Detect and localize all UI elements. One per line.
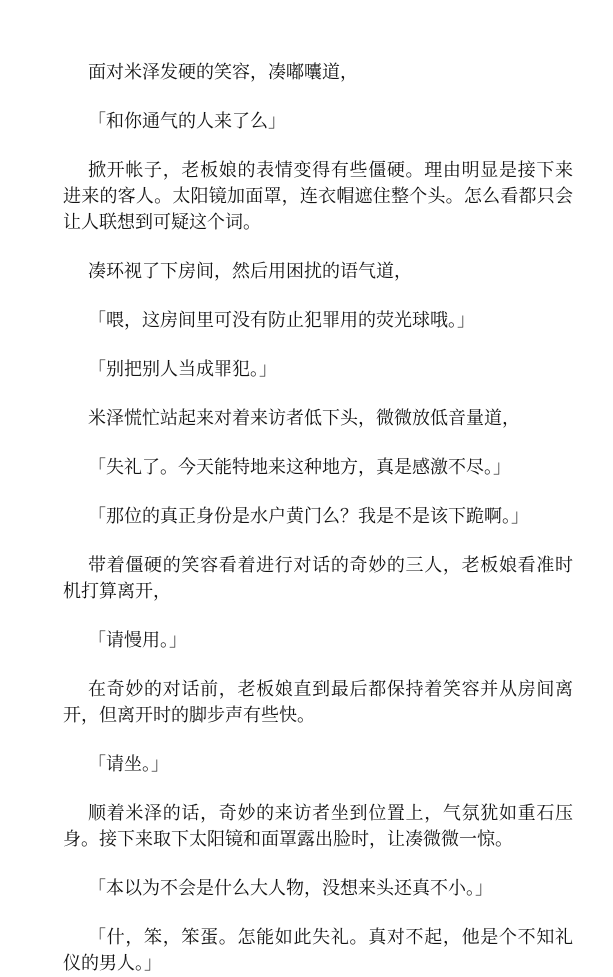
paragraph: 「请坐。」 — [88, 754, 169, 775]
paragraph: 「喂，这房间里可没有防止犯罪用的荧光球哦。」 — [88, 310, 475, 331]
paragraph: 面对米泽发硬的笑容，凑嘟囔道， — [88, 62, 358, 83]
paragraph: 米泽慌忙站起来对着来访者低下头，微微放低音量道， — [88, 408, 520, 429]
paragraph: 「和你通气的人来了么」 — [88, 111, 286, 132]
paragraph: 「什，笨，笨蛋。怎能如此失礼。真对不起，他是个不知礼仪的男人。」 — [63, 927, 573, 974]
paragraph: 凑环视了下房间，然后用困扰的语气道， — [88, 261, 412, 282]
paragraph: 「本以为不会是什么大人物，没想来头还真不小。」 — [88, 878, 493, 899]
paragraph: 「别把别人当成罪犯。」 — [88, 359, 277, 380]
paragraph: 掀开帐子，老板娘的表情变得有些僵硬。理由明显是接下来进来的客人。太阳镜加面罩，连衣帽遮住整个头。怎么看都只会让人联想到可疑这个词。 — [63, 160, 573, 233]
paragraph: 「失礼了。今天能特地来这种地方，真是感激不尽。」 — [88, 457, 511, 478]
paragraph: 顺着米泽的话，奇妙的来访者坐到位置上，气氛犹如重石压身。接下来取下太阳镜和面罩露出脸时，让凑微微一惊。 — [63, 803, 573, 850]
paragraph: 带着僵硬的笑容看着进行对话的奇妙的三人，老板娘看准时机打算离开， — [63, 555, 573, 602]
paragraph: 「请慢用。」 — [88, 630, 187, 651]
paragraph: 在奇妙的对话前，老板娘直到最后都保持着笑容并从房间离开，但离开时的脚步声有些快。 — [63, 679, 573, 726]
paragraph: 「那位的真正身份是水户黄门么？我是不是该下跪啊。」 — [88, 506, 529, 527]
